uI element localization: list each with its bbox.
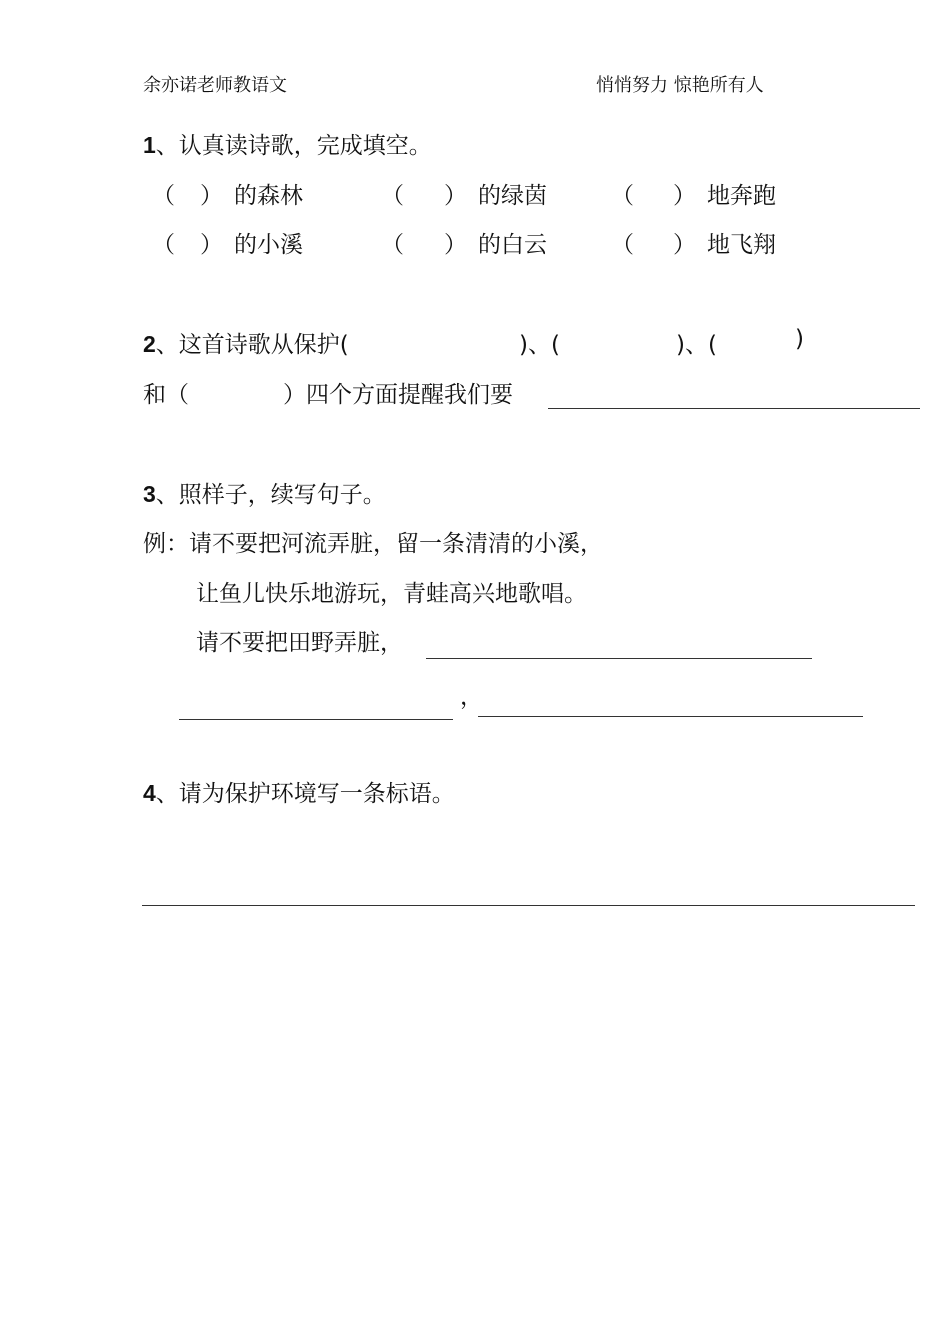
q1-r2-c2-close: ） <box>444 232 467 258</box>
q1-title <box>143 127 432 160</box>
q1-r1-c3-open: （ <box>611 183 634 209</box>
q1-r2-c1-open: （ <box>152 232 175 258</box>
q1-r1-c2-text: 的绿茵 <box>478 183 547 209</box>
q1-r2-c1-text: 的小溪 <box>234 232 303 258</box>
q3-example-line2: 让鱼儿快乐地游玩，青蛙高兴地歌唱。 <box>196 581 587 607</box>
q3-example <box>143 525 603 558</box>
q1-r1-c1-text: 的森林 <box>234 183 303 209</box>
q3-comma: ， <box>460 684 483 710</box>
q1-r1-c3-close: ） <box>673 183 696 209</box>
q1-r2-c3-open: （ <box>611 232 634 258</box>
q3-example-label: 例： <box>143 531 189 557</box>
q3-example-line1: 请不要把河流弄脏，留一条清清的小溪， <box>189 531 603 557</box>
q2-separator-2: )、( <box>676 332 717 358</box>
q2-close-paren: ) <box>795 326 804 352</box>
q1-r2-c2-text: 的白云 <box>478 232 547 258</box>
q1-r1-c2-close: ） <box>444 183 467 209</box>
q2-separator-1: )、( <box>519 332 560 358</box>
q4-title-text: 、请为保护环境写一条标语。 <box>155 781 455 807</box>
q3-answer-line-1[interactable] <box>426 658 812 659</box>
q3-answer-line-3[interactable] <box>478 716 863 717</box>
q1-r2-c1-close: ） <box>200 232 223 258</box>
q4-answer-line[interactable] <box>142 905 915 906</box>
q2-line2-suffix: ）四个方面提醒我们要 <box>283 382 513 408</box>
q2-number: 2 <box>143 331 156 357</box>
q4-number: 4 <box>143 780 156 806</box>
q4-title <box>143 775 455 808</box>
q1-r1-c1-open: （ <box>152 183 175 209</box>
header-right: 悄悄努力 惊艳所有人 <box>596 75 764 96</box>
q1-r2-c3-text: 地飞翔 <box>707 232 776 258</box>
q3-number: 3 <box>143 481 156 507</box>
q1-r2-c3-close: ） <box>673 232 696 258</box>
q1-r1-c3-text: 地奔跑 <box>707 183 776 209</box>
q1-r2-c2-open: （ <box>381 232 404 258</box>
q3-answer-line-2[interactable] <box>179 719 453 720</box>
q1-title-text: 、认真读诗歌，完成填空。 <box>155 133 432 159</box>
q3-prompt: 请不要把田野弄脏， <box>196 630 403 656</box>
header-left: 余亦诺老师教语文 <box>143 75 287 96</box>
q2-answer-line[interactable] <box>548 408 920 409</box>
q1-r1-c2-open: （ <box>381 183 404 209</box>
q3-title-text: 、照样子，续写句子。 <box>155 482 386 508</box>
q3-title <box>143 476 386 509</box>
q1-number: 1 <box>143 132 156 158</box>
q2-prefix-text: 、这首诗歌从保护( <box>155 332 349 358</box>
q1-r1-c1-close: ） <box>200 183 223 209</box>
q2-line2-prefix: 和（ <box>143 382 189 408</box>
q2-line1-prefix <box>143 326 349 359</box>
